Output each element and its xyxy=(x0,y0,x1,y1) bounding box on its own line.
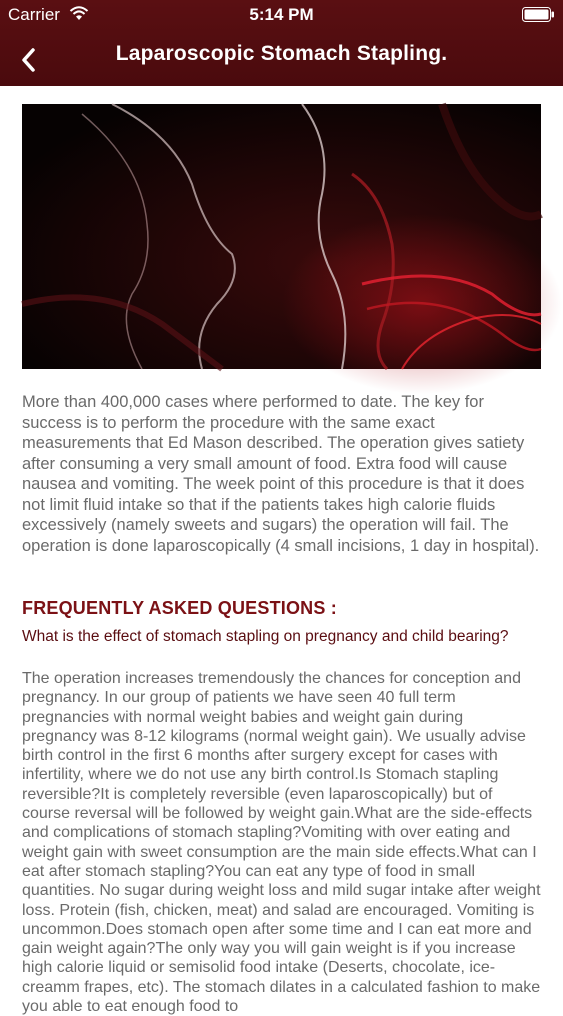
status-bar xyxy=(0,0,563,30)
intro-paragraph: More than 400,000 cases where performed to date. The key for success is to perform the procedure with the same exact measurements that Ed Mason described. The operation gives satiety after consuming a very small amount of food. Extra food will cause nausea and vomiting. The week point of this procedure is that it does not limit fluid intake so that if the patients takes high calorie fluids excessively (namely sweets and sugars) the operation will fail. The operation is done laparoscopically (4 small incisions, 1 day in hospital). xyxy=(22,393,540,555)
faq-answer: The operation increases tremendously the chances for conception and pregnancy. In our group of patients we have seen 40 full term pregnancies with normal weight babies and weight gain during pregnancy was 8-12 kilograms (normal weight gain). We usually advise birth control in the first 6 months after surgery except for cases with infertility, where we do not use any birth control.Is Stomach stapling reversible?It is completely reversible (even laparoscopically) but of course reversal will be followed by weight gain.What are the side-effects and complications of stomach stapling?Vomiting with over eating and weight gain with sweet consumption are the main side effects.What can I eat after stomach stapling?You can eat any type of food in small quantities. No sugar during weight loss and mild sugar intake after weight loss. Protein (fish, chicken, meat) and salad are encouraged. Vomiting is uncommon.Does stomach open after some time and I can eat more and gain weight again?The only way you will gain weight is if you increase high calorie liquid or semisolid food intake (Deserts, chocolate, ice-creamm frapes, etc). The stomach dilates in a calculated fashion to make you able to eat enough food to xyxy=(22,670,541,1016)
battery-icon xyxy=(522,7,555,22)
faq-heading: FREQUENTLY ASKED QUESTIONS : xyxy=(22,598,337,618)
top-bar xyxy=(0,0,563,86)
article-scroll-view[interactable] xyxy=(0,86,563,1016)
clock: 5:14 PM xyxy=(249,5,314,24)
navigation-bar xyxy=(0,30,563,86)
carrier-label: Carrier xyxy=(8,5,60,24)
hero-image xyxy=(22,104,541,369)
faq-question: What is the effect of stomach stapling on pregnancy and child bearing? xyxy=(22,628,509,645)
page-title: Laparoscopic Stomach Stapling. xyxy=(115,42,448,65)
